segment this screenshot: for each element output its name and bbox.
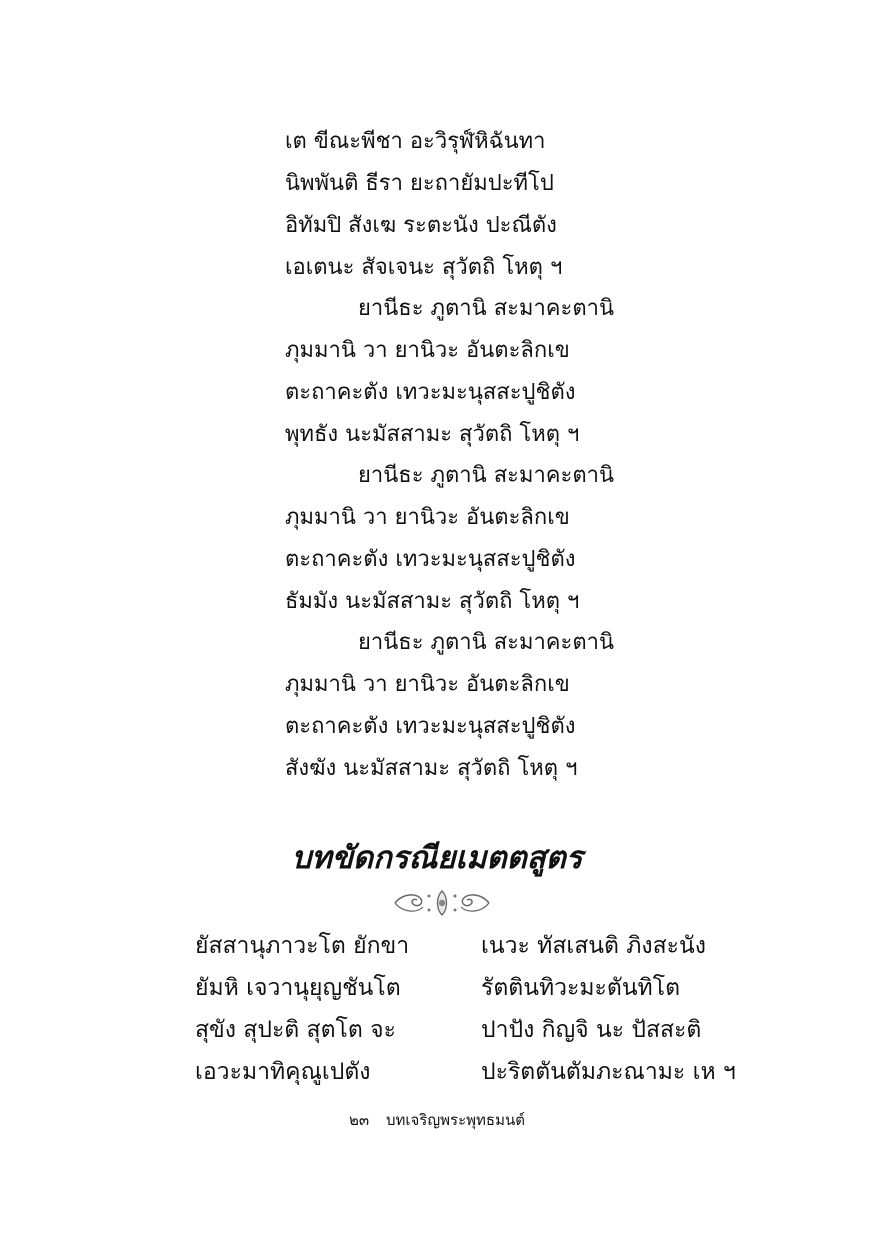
left-column-line: สุขัง สุปะติ สุตโต จะ xyxy=(195,1017,396,1043)
verse-line: นิพพันติ ธีรา ยะถายัมปะทีโป xyxy=(285,171,554,196)
verse-line: ยานีธะ ภูตานิ สะมาคะตานิ xyxy=(358,630,615,655)
verse-line: ภุมมานิ วา ยานิวะ อันตะลิกเข xyxy=(285,505,570,530)
verse-line: อิทัมปิ สังเฆ ระตะนัง ปะณีตัง xyxy=(285,213,557,238)
verse-line: ธัมมัง นะมัสสามะ สุวัตถิ โหตุ ฯ xyxy=(285,589,580,614)
section-title: บทขัดกรณียเมตตสูตร xyxy=(291,840,583,876)
left-column-line: เอวะมาทิคุณูเปตัง xyxy=(195,1059,371,1085)
verse-line: ตะถาคะตัง เทวะมะนุสสะปูชิตัง xyxy=(285,714,576,739)
right-column-line: เนวะ ทัสเสนติ ภิงสะนัง xyxy=(481,933,706,959)
verse-line: เต ขีณะพีชา อะวิรุฬ์หิฉันทา xyxy=(285,129,546,154)
verse-line: พุทธัง นะมัสสามะ สุวัตถิ โหตุ ฯ xyxy=(285,422,580,447)
verse-line: เอเตนะ สัจเจนะ สุวัตถิ โหตุ ฯ xyxy=(285,255,563,280)
right-column-line: ปะริตตันตัมภะณามะ เห ฯ xyxy=(481,1059,736,1085)
right-column-line: ปาปัง กิญจิ นะ ปัสสะติ xyxy=(481,1017,702,1043)
book-title: บทเจริญพระพุทธมนต์ xyxy=(385,1111,525,1129)
verse-line: ภุมมานิ วา ยานิวะ อันตะลิกเข xyxy=(285,338,570,363)
verse-line: ตะถาคะตัง เทวะมะนุสสะปูชิตัง xyxy=(285,380,576,405)
verse-line: สังฆัง นะมัสสามะ สุวัตถิ โหตุ ฯ xyxy=(285,756,578,781)
scroll-flourish-divider-icon xyxy=(325,887,559,919)
left-column-line: ยัสสานุภาวะโต ยักขา xyxy=(195,933,410,959)
left-column-line: ยัมหิ เจวานุยุญชันโต xyxy=(195,975,401,1001)
verse-line: ตะถาคะตัง เทวะมะนุสสะปูชิตัง xyxy=(285,547,576,572)
verse-line: ยานีธะ ภูตานิ สะมาคะตานิ xyxy=(358,296,615,321)
page-footer xyxy=(0,1108,874,1132)
verse-line: ภุมมานิ วา ยานิวะ อันตะลิกเข xyxy=(285,672,570,697)
right-column-line: รัตตินทิวะมะตันทิโต xyxy=(481,975,681,1001)
page-number: ๒๓ xyxy=(349,1111,370,1129)
verse-line: ยานีธะ ภูตานิ สะมาคะตานิ xyxy=(358,463,615,488)
